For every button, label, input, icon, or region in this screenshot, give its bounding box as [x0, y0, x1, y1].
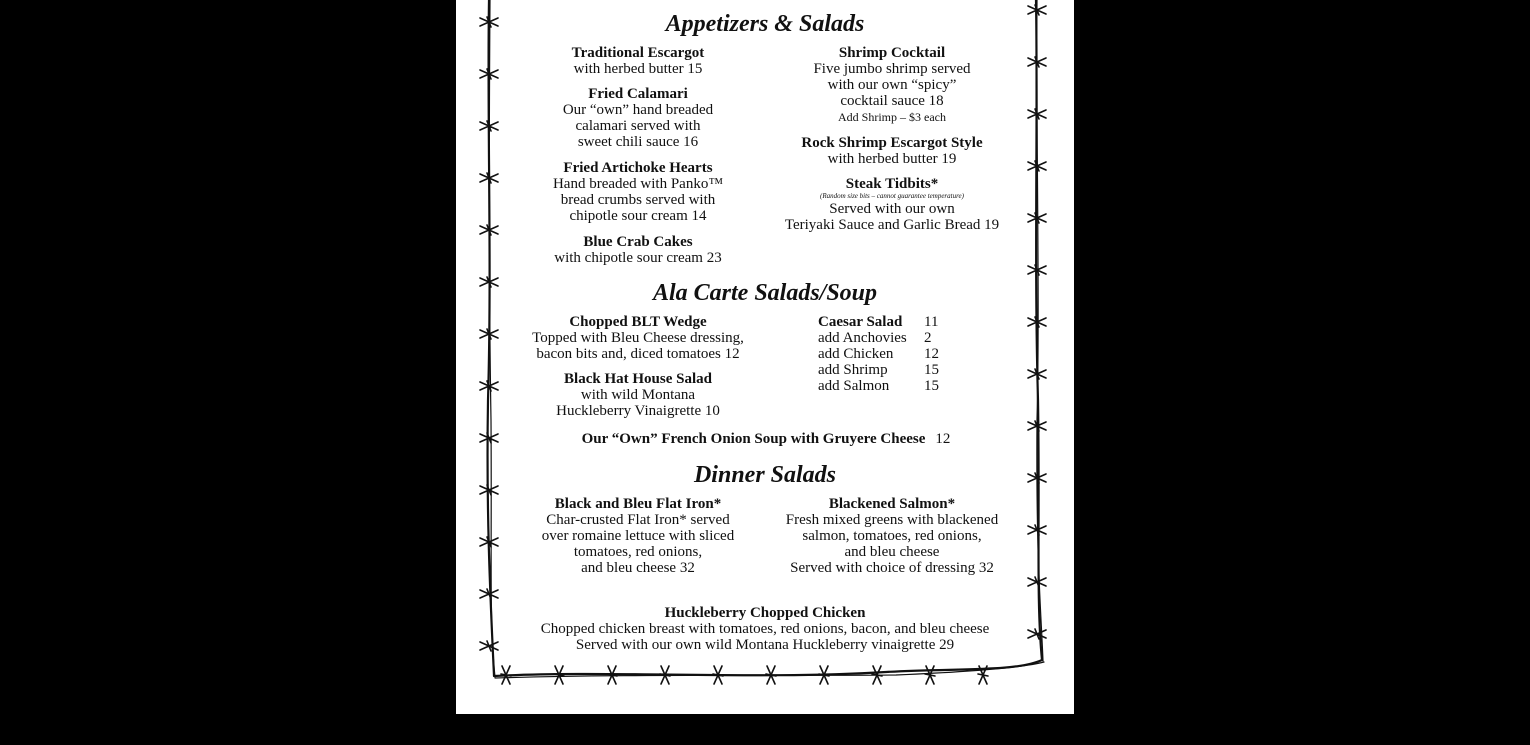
addon-row — [818, 362, 998, 378]
barb-mark — [607, 666, 617, 684]
barb-mark — [766, 666, 776, 684]
item-name: Traditional Escargot — [571, 45, 705, 61]
item-desc: calamari served with — [575, 118, 701, 134]
item-desc: Served with our own wild Montana Huckleberry vinaigrette 29 — [575, 637, 955, 653]
menu-item-blackened-salmon — [772, 496, 1012, 576]
item-desc: with herbed butter 19 — [827, 151, 957, 167]
addon-price: 15 — [924, 378, 939, 394]
item-name: Huckleberry Chopped Chicken — [664, 605, 866, 621]
item-desc: Char-crusted Flat Iron* served — [546, 512, 730, 528]
item-name: Rock Shrimp Escargot Style — [801, 135, 983, 151]
addon-label: add Salmon — [818, 378, 890, 394]
section-title-dinner-salads: Dinner Salads — [693, 462, 837, 488]
menu-item-traditional-escargot — [518, 45, 758, 77]
addon-row — [818, 378, 998, 394]
menu-item-fried-artichoke-hearts — [518, 160, 758, 224]
item-desc: Teriyaki Sauce and Garlic Bread 19 — [784, 217, 1000, 233]
item-name: Fried Artichoke Hearts — [563, 160, 713, 176]
barb-mark — [872, 666, 882, 684]
menu-item-chopped-blt-wedge — [518, 314, 758, 362]
addon-label: add Shrimp — [818, 362, 888, 378]
item-desc: Huckleberry Vinaigrette 10 — [556, 403, 720, 419]
item-name: Shrimp Cocktail — [838, 45, 946, 61]
barb-mark — [925, 666, 935, 684]
barb-mark — [501, 666, 511, 684]
barb-mark — [1028, 525, 1046, 535]
menu-item-huckleberry-chopped-chicken — [516, 605, 1014, 653]
addon-row — [818, 330, 998, 346]
menu-item-blue-crab-cakes — [518, 234, 758, 266]
item-desc: Served with choice of dressing 32 — [790, 560, 994, 576]
addon-label: add Anchovies — [818, 330, 907, 346]
barb-mark — [1028, 629, 1046, 639]
barb-mark — [480, 589, 498, 599]
item-name: Fried Calamari — [588, 86, 688, 102]
item-desc: Fresh mixed greens with blackened — [785, 512, 999, 528]
item-desc: Hand breaded with Panko™ — [552, 176, 724, 192]
barb-mark — [1028, 577, 1046, 587]
barb-mark — [554, 666, 564, 684]
item-desc: with wild Montana — [580, 387, 696, 403]
item-name: Caesar Salad — [818, 314, 903, 330]
item-name: Black and Bleu Flat Iron* — [554, 496, 722, 512]
menu-item-shrimp-cocktail — [772, 45, 1012, 124]
item-desc: and bleu cheese 32 — [581, 560, 695, 576]
section-title-salads-soup: Ala Carte Salads/Soup — [652, 280, 878, 306]
item-desc: tomatoes, red onions, — [573, 544, 703, 560]
item-desc: Five jumbo shrimp served — [813, 61, 971, 77]
item-desc: with herbed butter 15 — [573, 61, 703, 77]
menu-item-fried-calamari — [518, 86, 758, 150]
barb-mark — [480, 433, 498, 443]
menu-item-rock-shrimp — [772, 135, 1012, 167]
item-name: Steak Tidbits* — [845, 176, 939, 192]
item-desc: with our own “spicy” — [827, 77, 957, 93]
item-desc: salmon, tomatoes, red onions, — [802, 528, 982, 544]
menu-page — [456, 0, 1074, 714]
barb-mark — [660, 666, 670, 684]
item-note: Add Shrimp – $3 each — [838, 110, 946, 124]
item-desc: chipotle sour cream 14 — [569, 208, 707, 224]
item-disclaimer: (Random size bits – cannot guarantee temperature) — [820, 192, 964, 200]
menu-item-house-salad — [518, 371, 758, 419]
addon-price: 15 — [924, 362, 939, 378]
item-desc: Served with our own — [829, 201, 955, 217]
item-desc: bacon bits and, diced tomatoes 12 — [536, 346, 740, 362]
item-desc: sweet chili sauce 16 — [577, 134, 699, 150]
menu-item-caesar-salad — [818, 314, 998, 394]
addon-row — [818, 346, 998, 362]
item-desc: cocktail sauce 18 — [840, 93, 944, 109]
item-name: Our “Own” French Onion Soup with Gruyere Cheese — [581, 431, 926, 447]
item-desc: Topped with Bleu Cheese dressing, — [532, 330, 744, 346]
item-name: Chopped BLT Wedge — [569, 314, 707, 330]
item-name: Black Hat House Salad — [564, 371, 712, 387]
barb-mark — [819, 666, 829, 684]
item-desc: Chopped chicken breast with tomatoes, red onions, bacon, and bleu cheese — [540, 621, 990, 637]
menu-item-flat-iron — [518, 496, 758, 576]
item-name: Blackened Salmon* — [828, 496, 956, 512]
item-name: Blue Crab Cakes — [583, 234, 693, 250]
addon-label: add Chicken — [818, 346, 894, 362]
item-desc: and bleu cheese — [844, 544, 940, 560]
item-price: 11 — [924, 314, 939, 330]
item-desc: with chipotle sour cream 23 — [554, 250, 722, 266]
addon-price: 2 — [924, 330, 932, 346]
barb-mark — [713, 666, 723, 684]
item-desc: over romaine lettuce with sliced — [541, 528, 735, 544]
item-desc: Our “own” hand breaded — [562, 102, 714, 118]
addon-price: 12 — [924, 346, 939, 362]
item-price: 12 — [935, 431, 951, 447]
barb-mark — [480, 641, 498, 651]
menu-item-french-onion-soup — [536, 430, 996, 448]
menu-item-steak-tidbits — [772, 176, 1012, 233]
section-title-appetizers: Appetizers & Salads — [665, 11, 865, 37]
item-desc: bread crumbs served with — [560, 192, 716, 208]
